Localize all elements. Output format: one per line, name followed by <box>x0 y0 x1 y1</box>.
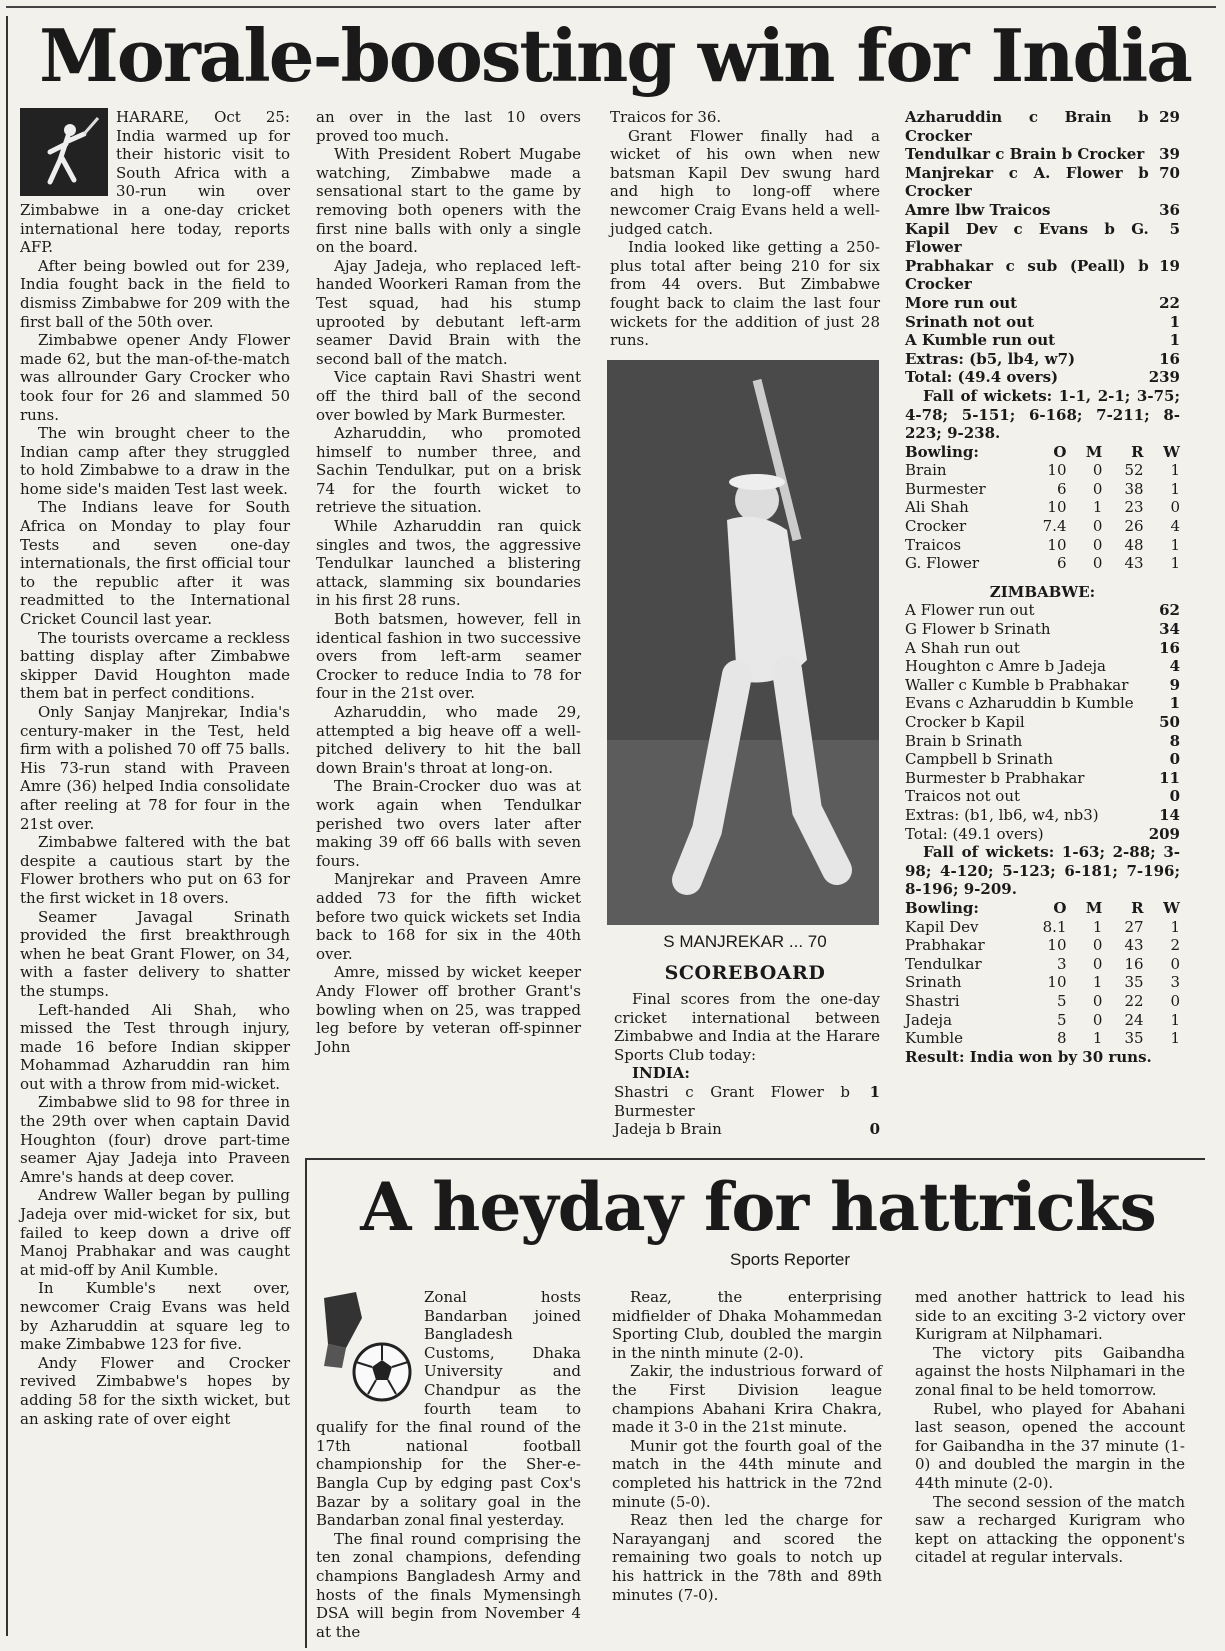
runs: 16 <box>1124 954 1144 973</box>
maidens: 0 <box>1092 517 1103 536</box>
bowler-name: Brain <box>905 461 947 480</box>
paragraph: Zakir, the industrious forward of the First Division league champions Abahani Krira Chakra, made it 3-0 in the 21st minute. <box>612 1362 882 1437</box>
bowler-name: Kapil Dev <box>905 917 979 936</box>
runs: 48 <box>1124 535 1144 554</box>
maidens: 1 <box>1092 917 1103 936</box>
table-row <box>905 108 1180 145</box>
byline: Sports Reporter <box>730 1250 850 1269</box>
maidens: 0 <box>1092 554 1103 573</box>
match-result: Result: India won by 30 runs. <box>905 1047 1152 1066</box>
table-row <box>905 480 1180 499</box>
batsman-name: Kapil Dev c Evans b G. Flower <box>905 219 1149 257</box>
article2-column-1 <box>316 1288 581 1641</box>
batsman-runs: 1 <box>1169 694 1180 713</box>
bowler-name: Jadeja <box>905 1010 953 1029</box>
table-row <box>905 517 1180 536</box>
india-batting-part2 <box>905 108 1180 387</box>
total-label: Total: (49.1 overs) <box>905 824 1044 843</box>
wickets: 1 <box>1170 1029 1180 1048</box>
wickets: 4 <box>1170 517 1180 536</box>
scoreboard-intro: Final scores from the one-day cricket international between Zimbabwe and India at the Harare Sports Club today: <box>614 990 880 1064</box>
paragraph: Vice captain Ravi Shastri went off the third ball of the second over bowled by Mark Burmester. <box>316 368 581 424</box>
batsman-name: Jadeja b Brain <box>614 1120 722 1139</box>
paragraph: Reaz then led the charge for Narayanganj and scored the remaining two goals to notch up his hattrick in the 78th and 89th minutes (7-0). <box>612 1511 882 1604</box>
paragraph: Munir got the fourth goal of the match in the 44th minute and completed his hattrick in the 72nd minute (5-0). <box>612 1436 882 1511</box>
maidens: 0 <box>1092 479 1103 498</box>
batsman-name: Waller c Kumble b Prabhakar <box>905 675 1129 694</box>
runs: 27 <box>1124 917 1144 936</box>
paragraph: Left-handed Ali Shah, who missed the Test through injury, made 16 before Indian skipper Mohammad Azharuddin ran him out with a throw from mid-wicket. <box>20 1000 290 1093</box>
batsman-name: Campbell b Srinath <box>905 750 1053 769</box>
left-rule <box>6 16 8 1636</box>
table-row <box>905 750 1180 769</box>
overs: 8 <box>1056 1029 1067 1048</box>
table-row <box>905 294 1180 313</box>
paragraph: With President Robert Mugabe watching, Zimbabwe made a sensational start to the game by removing both openers with the first nine balls with only a single on the board. <box>316 145 581 257</box>
batsman-runs: 4 <box>1169 657 1180 676</box>
table-row <box>905 164 1180 201</box>
batsman-name: A Flower run out <box>905 601 1035 620</box>
runs: 23 <box>1124 498 1144 517</box>
paragraph: Andy Flower and Crocker revived Zimbabwe's hopes by adding 58 for the sixth wicket, but an asking rate of over eight <box>20 1353 290 1428</box>
runs: 52 <box>1124 461 1144 480</box>
table-row <box>905 331 1180 350</box>
table-row <box>905 498 1180 517</box>
bowler-name: Burmester <box>905 479 986 498</box>
batsman-runs: 0 <box>869 1120 880 1139</box>
paragraph: Ajay Jadeja, who replaced left-handed Woorkeri Raman from the Test squad, had his stump uprooted by debutant left-arm seamer David Brain with the second ball of the match. <box>316 256 581 368</box>
paragraph: The tourists overcame a reckless batting display after Zimbabwe skipper David Houghton made them bat in perfect conditions. <box>20 628 290 703</box>
table-row <box>905 955 1180 974</box>
bowler-name: Prabhakar <box>905 936 985 955</box>
paragraph: The final round comprising the ten zonal champions, defending champions Bangladesh Army and hosts of the finals Mymensingh DSA will begin from November 4 at the <box>316 1529 581 1641</box>
batsman-runs: 9 <box>1169 675 1180 694</box>
batsman-name: Crocker b Kapil <box>905 713 1025 731</box>
batsman-name: Houghton c Amre b Jadeja <box>905 657 1106 676</box>
paragraph: Manjrekar and Praveen Amre added 73 for the fifth wicket before two quick wickets set India back to 168 for six in the 40th over. <box>316 870 581 963</box>
table-row <box>905 769 1180 788</box>
bowler-name: Tendulkar <box>905 954 982 973</box>
table-row <box>905 554 1180 573</box>
bowler-name: Kumble <box>905 1029 964 1048</box>
table-row <box>905 973 1180 992</box>
wickets: 1 <box>1170 479 1180 498</box>
runs: 35 <box>1124 1029 1144 1048</box>
column-header: W <box>1163 442 1180 461</box>
paragraph: an over in the last 10 overs proved too much. <box>316 108 581 145</box>
column-header: Bowling: <box>905 898 979 917</box>
scoreboard-heading: SCOREBOARD <box>664 962 826 984</box>
paragraph: The Indians leave for South Africa on Monday to play four Tests and seven one-day internationals, the first official tour to the republic after it was readmitted to the International Cricket Council last year. <box>20 498 290 629</box>
table-row <box>905 201 1180 220</box>
overs: 10 <box>1047 461 1067 480</box>
paragraph: Reaz, the enterprising midfielder of Dhaka Mohammedan Sporting Club, doubled the margin in the ninth minute (2-0). <box>612 1288 882 1362</box>
maidens: 1 <box>1092 973 1103 992</box>
india-heading: INDIA: <box>632 1064 690 1083</box>
article-divider-vertical <box>305 1158 307 1648</box>
article1-column-2 <box>316 108 581 1056</box>
india-bowling-table <box>905 899 1180 1048</box>
football-icon <box>316 1288 416 1408</box>
batsman-runs: 70 <box>1159 163 1180 182</box>
overs: 7.4 <box>1042 517 1067 536</box>
table-row <box>905 350 1180 369</box>
paragraph: Zimbabwe faltered with the bat despite a cautious start by the Flower brothers who put on 63 for the first wicket in 18 overs. <box>20 833 290 907</box>
batsman-runs: 19 <box>1159 256 1180 275</box>
headline-india-win: Morale-boosting win for India <box>39 13 1191 98</box>
wickets: 0 <box>1170 498 1180 517</box>
batsman-runs: 29 <box>1159 108 1180 126</box>
manjrekar-photo <box>607 360 879 925</box>
extras-runs: 14 <box>1159 805 1180 824</box>
runs: 43 <box>1124 554 1144 573</box>
wickets: 0 <box>1170 991 1180 1010</box>
table-row <box>905 732 1180 751</box>
column-header: Bowling: <box>905 442 979 461</box>
column-header: M <box>1085 442 1103 461</box>
table-row <box>905 787 1180 806</box>
paragraph: The Brain-Crocker duo was at work again when Tendulkar perished two overs later after making 39 off 66 balls with seven fours. <box>316 777 581 870</box>
paragraph: Zimbabwe slid to 98 for three in the 29th over when captain David Houghton (four) drove part-time seamer Ajay Jadeja into Praveen Amre's hands at deep cover. <box>20 1093 290 1186</box>
table-row <box>905 676 1180 695</box>
batsman-runs: 1 <box>1169 331 1180 350</box>
zimbabwe-heading: ZIMBABWE: <box>989 582 1096 601</box>
bowler-name: G. Flower <box>905 554 980 573</box>
scoreboard-column <box>905 108 1180 1066</box>
zimbabwe-batting-table <box>905 601 1180 843</box>
batsman-runs: 8 <box>1169 731 1180 750</box>
table-row <box>905 639 1180 658</box>
batsman-name: A Shah run out <box>905 638 1020 657</box>
paragraph: Only Sanjay Manjrekar, India's century-maker in the Test, held firm with a polished 70 off 75 balls. His 73-run stand with Praveen Amre (36) helped India consolidate after reeling at 78 for four in the 21st over. <box>20 703 290 833</box>
paragraph: med another hattrick to lead his side to an exciting 3-2 victory over Kurigram at Nilphamari. <box>915 1288 1185 1344</box>
table-row <box>905 257 1180 294</box>
paragraph: Andrew Waller began by pulling Jadeja over mid-wicket for six, but failed to keep down a drive off Manoj Prabhakar and was caught at mid-off by Anil Kumble. <box>20 1186 290 1279</box>
zimbabwe-fall-of-wickets: Fall of wickets: 1-63; 2-88; 3-98; 4-120; 5-123; 6-181; 7-196; 8-196; 9-209. <box>905 843 1180 899</box>
total-label: Total: (49.4 overs) <box>905 368 1059 387</box>
extras-runs: 16 <box>1159 349 1180 368</box>
column-header: R <box>1131 442 1144 461</box>
batsman-runs: 50 <box>1159 713 1180 731</box>
cricketer-thumbnail <box>20 108 108 196</box>
overs: 10 <box>1047 973 1067 992</box>
paragraph: Rubel, who played for Abahani last season, opened the account for Gaibandha in the 37 minute (1-0) and doubled the margin in the 44th minute (2-0). <box>915 1399 1185 1492</box>
batsman-name: Brain b Srinath <box>905 731 1023 750</box>
table-row <box>905 694 1180 713</box>
overs: 10 <box>1047 498 1067 517</box>
headline-hattricks: A heyday for hattricks <box>360 1168 1156 1246</box>
bowler-name: Traicos <box>905 535 962 554</box>
paragraph: Azharuddin, who made 29, attempted a big heave off a well-pitched delivery to hit the ball down Brain's throat at long-on. <box>316 703 581 777</box>
article1-column-3 <box>610 108 880 350</box>
top-rule <box>6 6 1216 8</box>
batsman-runs: 16 <box>1159 638 1180 657</box>
paragraph: Zimbabwe opener Andy Flower made 62, but the man-of-the-match was allrounder Gary Crocker who took four for 26 and slammed 50 runs. <box>20 331 290 424</box>
batsman-name: Evans c Azharuddin b Kumble <box>905 694 1134 713</box>
wickets: 1 <box>1170 554 1180 573</box>
bowler-name: Ali Shah <box>905 498 969 517</box>
india-fall-of-wickets: Fall of wickets: 1-1, 2-1; 3-75; 4-78; 5-151; 6-168; 7-211; 8-223; 9-238. <box>905 386 1180 443</box>
extras-label: Extras: (b1, lb6, w4, nb3) <box>905 805 1099 824</box>
bowler-name: Crocker <box>905 517 967 536</box>
paragraph: Azharuddin, who promoted himself to number three, and Sachin Tendulkar, put on a brisk 74 for the fourth wicket to retrieve the situation. <box>316 424 581 517</box>
column-header: R <box>1131 898 1144 917</box>
batsman-name: Azharuddin c Brain b Crocker <box>905 108 1149 145</box>
table-header-row <box>905 443 1180 462</box>
paragraph: In Kumble's next over, newcomer Craig Evans was held by Azharuddin at square leg to make Zimbabwe 123 for five. <box>20 1279 290 1354</box>
table-row <box>905 1011 1180 1030</box>
table-row <box>614 1120 880 1139</box>
paragraph: India looked like getting a 250-plus total after being 210 for six from 44 overs. But Zimbabwe fought back to claim the last four wickets for the addition of just 28 runs. <box>610 238 880 350</box>
wickets: 1 <box>1170 535 1180 554</box>
runs: 38 <box>1124 479 1144 498</box>
overs: 5 <box>1056 1010 1067 1029</box>
table-row <box>905 601 1180 620</box>
batsman-name: Burmester b Prabhakar <box>905 768 1085 787</box>
paragraph: While Azharuddin ran quick singles and twos, the aggressive Tendulkar launched a blistering attack, slamming six boundaries in his first 28 runs. <box>316 517 581 610</box>
table-row <box>905 918 1180 937</box>
zimbabwe-bowling-table <box>905 443 1180 573</box>
column-header: O <box>1053 442 1067 461</box>
paragraph: The win brought cheer to the Indian camp after they struggled to hold Zimbabwe to a draw in the home side's maiden Test last week. <box>20 424 290 498</box>
paragraph: Amre, missed by wicket keeper Andy Flower off brother Grant's bowling when on 25, was trapped leg before by veteran off-spinner John <box>316 963 581 1056</box>
batsman-name: A Kumble run out <box>905 331 1056 350</box>
table-row <box>905 806 1180 825</box>
batsman-name: Srinath not out <box>905 312 1035 331</box>
table-row <box>905 713 1180 732</box>
total-runs: 209 <box>1148 824 1180 843</box>
bowler-name: Shastri <box>905 991 960 1010</box>
runs: 22 <box>1124 991 1144 1010</box>
table-row <box>905 992 1180 1011</box>
wickets: 2 <box>1170 936 1180 955</box>
column-header: M <box>1085 898 1103 917</box>
batsman-name: Shastri c Grant Flower b Burmester <box>614 1082 850 1120</box>
batsman-runs: 22 <box>1159 293 1180 312</box>
runs: 24 <box>1124 1010 1144 1029</box>
maidens: 0 <box>1092 535 1103 554</box>
table-row <box>905 145 1180 164</box>
paragraph: Grant Flower finally had a wicket of his own when new batsman Kapil Dev swung hard and high to long-off where newcomer Craig Evans held a well-judged catch. <box>610 126 880 238</box>
paragraph: HARARE, Oct 25: India warmed up for their historic visit to South Africa with a 30-run win over Zimbabwe in a one-day cricket international here today, reports AFP. <box>20 108 290 257</box>
batsman-runs: 36 <box>1159 200 1180 219</box>
batsman-runs: 11 <box>1159 768 1180 787</box>
paragraph: Traicos for 36. <box>610 108 722 126</box>
table-row <box>905 1029 1180 1048</box>
table-row <box>614 1083 880 1120</box>
paragraph: Seamer Javagal Srinath provided the first breakthrough when he beat Grant Flower, on 34, with a faster delivery to shatter the stumps. <box>20 907 290 1000</box>
india-batting-part1 <box>614 1083 880 1139</box>
article1-column-1 <box>20 108 290 1428</box>
table-row <box>905 936 1180 955</box>
batsman-name: G Flower b Srinath <box>905 620 1051 639</box>
overs: 10 <box>1047 936 1067 955</box>
runs: 26 <box>1124 517 1144 536</box>
runs: 35 <box>1124 973 1144 992</box>
table-row <box>905 657 1180 676</box>
table-row <box>905 536 1180 555</box>
table-row <box>905 825 1180 844</box>
table-row <box>905 368 1180 387</box>
table-row <box>905 620 1180 639</box>
maidens: 0 <box>1092 936 1103 955</box>
paragraph: Zonal hosts Bandarban joined Bangladesh Customs, Dhaka University and Chandpur as the fourth team to qualify for the final round of the 17th national football championship for the Sher-e-Bangla Cup by edging past Cox's Bazar by a solitary goal in the Bandarban zonal final yesterday. <box>316 1288 581 1530</box>
paragraph: The victory pits Gaibandha against the hosts Nilphamari in the zonal final to be held tomorrow. <box>915 1343 1185 1399</box>
photo-caption: S MANJREKAR ... 70 <box>663 932 827 951</box>
batsman-runs: 0 <box>1169 787 1180 806</box>
overs: 6 <box>1056 479 1067 498</box>
runs: 43 <box>1124 936 1144 955</box>
batsman-name: Amre lbw Traicos <box>905 200 1051 219</box>
overs: 8.1 <box>1042 917 1067 936</box>
table-header-row <box>905 899 1180 918</box>
maidens: 1 <box>1092 498 1103 517</box>
column-header: W <box>1163 898 1180 917</box>
maidens: 0 <box>1092 1010 1103 1029</box>
total-runs: 239 <box>1148 368 1180 387</box>
batsman-runs: 1 <box>1169 312 1180 331</box>
wickets: 3 <box>1170 973 1180 992</box>
batsman-name: Prabhakar c sub (Peall) b Crocker <box>905 256 1149 294</box>
extras-label: Extras: (b5, lb4, w7) <box>905 349 1076 368</box>
paragraph: Both batsmen, however, fell in identical fashion in two successive overs from left-arm seamer Crocker to reduce India to 78 for four in the 21st over. <box>316 610 581 703</box>
maidens: 0 <box>1092 991 1103 1010</box>
table-row <box>905 220 1180 257</box>
wickets: 1 <box>1170 461 1180 480</box>
article2-column-3 <box>915 1288 1185 1567</box>
wickets: 0 <box>1170 954 1180 973</box>
table-row <box>905 313 1180 332</box>
batsman-runs: 0 <box>1169 750 1180 769</box>
maidens: 0 <box>1092 954 1103 973</box>
batsman-runs: 5 <box>1169 219 1180 238</box>
column-header: O <box>1053 898 1067 917</box>
wickets: 1 <box>1170 1010 1180 1029</box>
batsman-name: More run out <box>905 293 1018 312</box>
table-row <box>905 461 1180 480</box>
overs: 6 <box>1056 554 1067 573</box>
maidens: 1 <box>1092 1029 1103 1048</box>
batsman-name: Traicos not out <box>905 787 1021 806</box>
overs: 5 <box>1056 991 1067 1010</box>
batsman-runs: 34 <box>1159 620 1180 639</box>
bowler-name: Srinath <box>905 973 962 992</box>
batsman-name: Manjrekar c A. Flower b Crocker <box>905 163 1149 201</box>
batsman-runs: 39 <box>1159 145 1180 164</box>
overs: 10 <box>1047 535 1067 554</box>
batsman-runs: 62 <box>1159 601 1180 620</box>
scoreboard-intro-block <box>614 990 880 1139</box>
overs: 3 <box>1056 954 1067 973</box>
wickets: 1 <box>1170 917 1180 936</box>
batsman-runs: 1 <box>869 1082 880 1101</box>
paragraph: The second session of the match saw a recharged Kurigram who kept on attacking the opponent's citadel at regular intervals. <box>915 1492 1185 1567</box>
paragraph: After being bowled out for 239, India fought back in the field to dismiss Zimbabwe for 209 with the first ball of the 50th over. <box>20 256 290 331</box>
batsman-name: Tendulkar c Brain b Crocker <box>905 145 1145 164</box>
maidens: 0 <box>1092 461 1103 480</box>
article2-column-2 <box>612 1288 882 1604</box>
